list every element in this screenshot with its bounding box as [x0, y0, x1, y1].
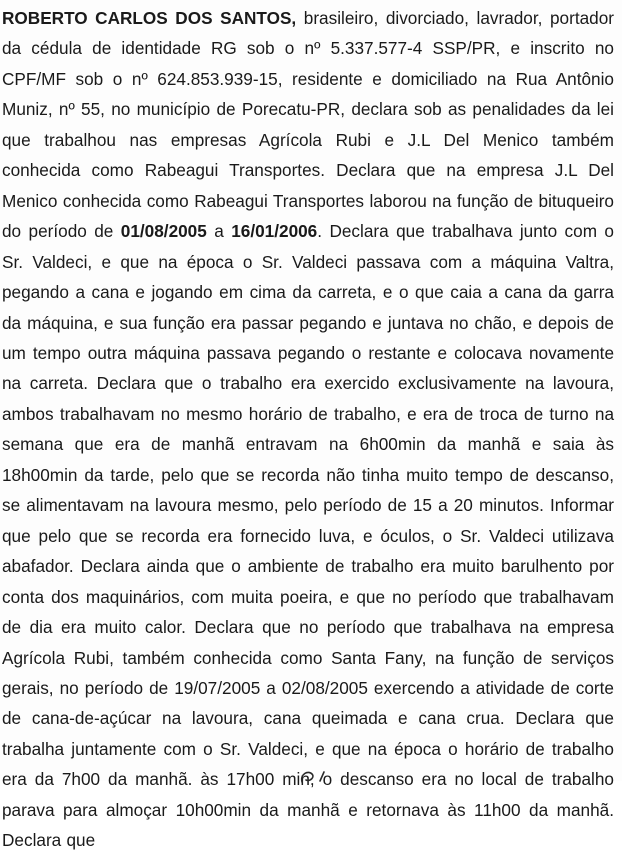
period-start-date: 01/08/2005 — [120, 221, 207, 242]
handwritten-initial-mark — [296, 768, 336, 784]
declarant-intro: brasileiro, divorciado, lavrador, portador da cédula de identidade RG sob o nº 5.337.577-4 SSP/PR, e inscrito no CPF/MF sob o nº 624.853.939-15, residente e domiciliado na Rua Antônio Muniz, nº 55, no município de Porecatu-PR, declara sob as penalidades da lei que trabalhou nas empresas Agrícola Rubi e J.L Del Menico também conhecida como Rabeagui Transportes. Declara que na empresa J.L Del Menico conhecida como Rabeagui Transportes laborou na função de bituqueiro do período de — [2, 8, 614, 242]
period-joiner: a — [206, 221, 232, 242]
period-end-date: 16/01/2006 — [231, 221, 318, 242]
declarant-name: ROBERTO CARLOS DOS SANTOS, — [2, 8, 297, 28]
declaration-body: . Declara que trabalhava junto com o Sr. Valdeci, e que na época o Sr. Valdeci passava com a máquina Valtra, pegando a cana e jogando em cima da carreta, e o que caia a cana da garra da máquina, e sua função era passar pegando e juntava no chão, e depois de um tempo outra máquina passava pegando o restante e colocava novamente na carreta. Declara que o trabalho era exercido exclusivamente na lavoura, ambos trabalhavam no mesmo horário de trabalho, e era de troca de turno na semana que era de manhã entravam na 6h00min da manhã e saia às 18h00min da tarde, pelo que se recorda não tinha muito tempo de descanso, se alimentavam na lavoura mesmo, pelo período de 15 a 20 minutos. Informar que pelo que se recorda era fornecido luva, e óculos, o Sr. Valdeci utilizava abafador. Declara ainda que o ambiente de trabalho era muito barulhento por conta dos maquinários, com muita poeira, e que no período que trabalhavam de dia era muito calor. Declara que no período que trabalhava na empresa Agrícola Rubi, também conhecida como Santa Fany, na função de serviços gerais, no período de 19/07/2005 a 02/08/2005 exercendo a atividade de corte de cana-de-açúcar na lavoura, cana queimada e cana crua. Declara que trabalha juntamente com o Sr. Valdeci, e que na época o horário de trabalho era da 7h00 da manhã. às 17h00 min, o descanso era no local de trabalho parava para almoçar 10h00min da manhã e retornava às 11h00 da manhã. Declara que — [2, 221, 614, 851]
declaration-paragraph — [2, 3, 614, 856]
